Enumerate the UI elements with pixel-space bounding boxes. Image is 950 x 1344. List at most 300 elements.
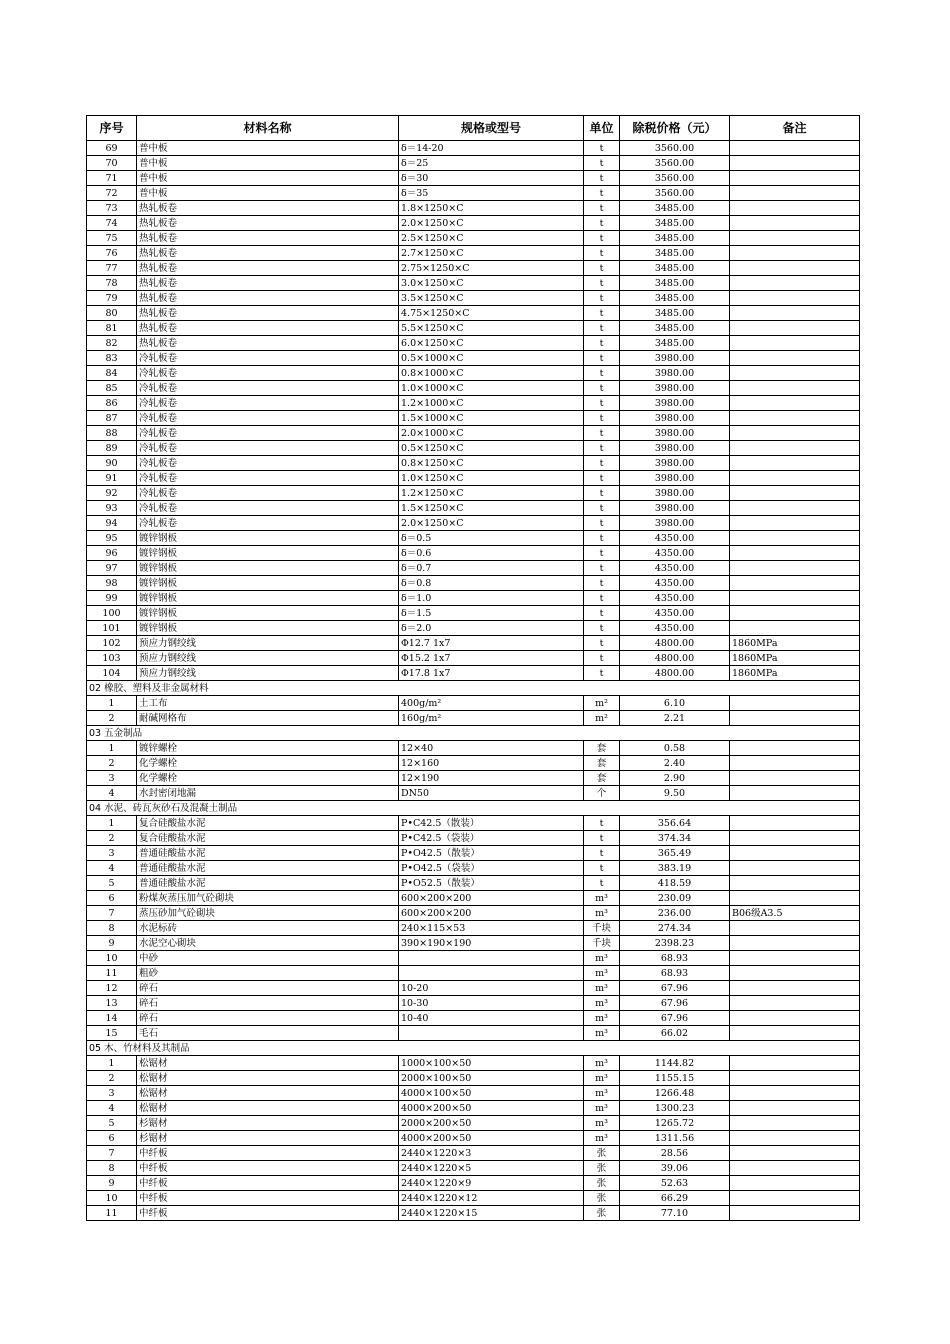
row-seq: 6 — [87, 891, 137, 906]
table-row — [87, 276, 860, 291]
row-unit: t — [584, 441, 620, 456]
row-spec: P•O42.5（散装） — [399, 846, 584, 861]
row-material-name: 中纤板 — [137, 1161, 399, 1176]
row-unit: t — [584, 141, 620, 156]
table-row — [87, 1026, 860, 1041]
row-unit: t — [584, 456, 620, 471]
row-price: 3980.00 — [620, 381, 730, 396]
row-material-name: 松锯材 — [137, 1071, 399, 1086]
section-title: 04 水泥、砖瓦灰砂石及混凝土制品 — [87, 801, 860, 816]
row-note — [730, 711, 860, 726]
row-note — [730, 306, 860, 321]
row-price: 0.58 — [620, 741, 730, 756]
row-material-name: 蒸压砂加气砼砌块 — [137, 906, 399, 921]
row-material-name: 普中板 — [137, 141, 399, 156]
row-note — [730, 216, 860, 231]
row-material-name: 中砂 — [137, 951, 399, 966]
row-unit: t — [584, 366, 620, 381]
header-material-name: 材料名称 — [137, 116, 399, 141]
table-row — [87, 411, 860, 426]
row-price: 9.50 — [620, 786, 730, 801]
row-seq: 14 — [87, 1011, 137, 1026]
row-spec: 10-20 — [399, 981, 584, 996]
row-unit: 张 — [584, 1191, 620, 1206]
row-price: 2.40 — [620, 756, 730, 771]
row-material-name: 冷轧板卷 — [137, 471, 399, 486]
row-spec: 600×200×200 — [399, 906, 584, 921]
row-material-name: 松锯材 — [137, 1056, 399, 1071]
row-spec: 6.0×1250×C — [399, 336, 584, 351]
row-material-name: 冷轧板卷 — [137, 396, 399, 411]
row-unit: t — [584, 306, 620, 321]
table-row — [87, 561, 860, 576]
row-material-name: 普中板 — [137, 156, 399, 171]
row-price: 66.29 — [620, 1191, 730, 1206]
row-price: 4350.00 — [620, 576, 730, 591]
row-note — [730, 876, 860, 891]
row-unit: t — [584, 876, 620, 891]
row-seq: 1 — [87, 816, 137, 831]
row-note: 1860MPa — [730, 636, 860, 651]
row-seq: 101 — [87, 621, 137, 636]
row-note — [730, 546, 860, 561]
row-unit: t — [584, 501, 620, 516]
table-row — [87, 366, 860, 381]
row-seq: 86 — [87, 396, 137, 411]
row-unit: m³ — [584, 1101, 620, 1116]
row-price: 418.59 — [620, 876, 730, 891]
row-note — [730, 441, 860, 456]
row-spec: 2.7×1250×C — [399, 246, 584, 261]
row-seq: 1 — [87, 1056, 137, 1071]
row-material-name: 热轧板卷 — [137, 216, 399, 231]
row-price: 374.34 — [620, 831, 730, 846]
row-price: 4350.00 — [620, 621, 730, 636]
row-unit: m³ — [584, 1011, 620, 1026]
row-note — [730, 426, 860, 441]
row-material-name: 中纤板 — [137, 1206, 399, 1221]
row-price: 28.56 — [620, 1146, 730, 1161]
row-seq: 1 — [87, 741, 137, 756]
row-note — [730, 756, 860, 771]
table-row — [87, 381, 860, 396]
row-spec: 1.2×1000×C — [399, 396, 584, 411]
table-row — [87, 966, 860, 981]
row-unit: t — [584, 636, 620, 651]
header-note: 备注 — [730, 116, 860, 141]
row-note — [730, 351, 860, 366]
table-row — [87, 636, 860, 651]
row-note: 1860MPa — [730, 666, 860, 681]
row-price: 3980.00 — [620, 426, 730, 441]
table-row — [87, 1056, 860, 1071]
row-spec: δ＝25 — [399, 156, 584, 171]
table-row — [87, 1101, 860, 1116]
row-seq: 15 — [87, 1026, 137, 1041]
table-row — [87, 1176, 860, 1191]
row-material-name: 粗砂 — [137, 966, 399, 981]
row-spec: 240×115×53 — [399, 921, 584, 936]
row-spec: 4000×100×50 — [399, 1086, 584, 1101]
row-spec: 3.5×1250×C — [399, 291, 584, 306]
row-seq: 2 — [87, 1071, 137, 1086]
row-material-name: 毛石 — [137, 1026, 399, 1041]
row-price: 3980.00 — [620, 366, 730, 381]
table-row — [87, 741, 860, 756]
row-note — [730, 336, 860, 351]
row-price: 3485.00 — [620, 231, 730, 246]
row-spec: P•O52.5（散装） — [399, 876, 584, 891]
row-price: 3560.00 — [620, 141, 730, 156]
row-note — [730, 1206, 860, 1221]
row-unit: m³ — [584, 996, 620, 1011]
row-seq: 102 — [87, 636, 137, 651]
row-spec: 12×40 — [399, 741, 584, 756]
row-spec: 2.5×1250×C — [399, 231, 584, 246]
row-price: 3980.00 — [620, 396, 730, 411]
row-price: 3560.00 — [620, 171, 730, 186]
row-seq: 3 — [87, 846, 137, 861]
row-spec: δ＝0.8 — [399, 576, 584, 591]
row-unit: t — [584, 321, 620, 336]
row-spec: 1000×100×50 — [399, 1056, 584, 1071]
row-spec: 4.75×1250×C — [399, 306, 584, 321]
row-price: 2.21 — [620, 711, 730, 726]
row-price: 1266.48 — [620, 1086, 730, 1101]
row-price: 52.63 — [620, 1176, 730, 1191]
table-row — [87, 531, 860, 546]
table-row — [87, 951, 860, 966]
row-material-name: 镀锌钢板 — [137, 531, 399, 546]
row-note — [730, 1176, 860, 1191]
row-price: 3980.00 — [620, 411, 730, 426]
row-spec: 0.5×1250×C — [399, 441, 584, 456]
row-seq: 95 — [87, 531, 137, 546]
row-seq: 2 — [87, 711, 137, 726]
row-unit: m³ — [584, 1131, 620, 1146]
row-note — [730, 156, 860, 171]
row-note — [730, 456, 860, 471]
row-spec: 0.8×1000×C — [399, 366, 584, 381]
table-row — [87, 516, 860, 531]
row-seq: 81 — [87, 321, 137, 336]
row-spec: 600×200×200 — [399, 891, 584, 906]
table-row — [87, 831, 860, 846]
table-row — [87, 216, 860, 231]
row-material-name: 松锯材 — [137, 1086, 399, 1101]
row-price: 2.90 — [620, 771, 730, 786]
row-note — [730, 291, 860, 306]
row-price: 2398.23 — [620, 936, 730, 951]
row-seq: 73 — [87, 201, 137, 216]
table-row — [87, 696, 860, 711]
header-unit: 单位 — [584, 116, 620, 141]
row-unit: t — [584, 156, 620, 171]
table-row — [87, 1206, 860, 1221]
row-note — [730, 396, 860, 411]
table-row — [87, 291, 860, 306]
row-material-name: 预应力钢绞线 — [137, 636, 399, 651]
row-note — [730, 1086, 860, 1101]
row-material-name: 冷轧板卷 — [137, 516, 399, 531]
row-seq: 98 — [87, 576, 137, 591]
price-table — [86, 115, 860, 1221]
header-row — [87, 116, 860, 141]
row-note — [730, 246, 860, 261]
row-material-name: 冷轧板卷 — [137, 441, 399, 456]
row-price: 1300.23 — [620, 1101, 730, 1116]
table-row — [87, 336, 860, 351]
row-unit: t — [584, 606, 620, 621]
row-material-name: 冷轧板卷 — [137, 456, 399, 471]
row-spec: 0.5×1000×C — [399, 351, 584, 366]
row-note — [730, 861, 860, 876]
row-spec: 1.2×1250×C — [399, 486, 584, 501]
row-material-name: 镀锌钢板 — [137, 546, 399, 561]
row-spec: δ＝35 — [399, 186, 584, 201]
row-unit: 张 — [584, 1146, 620, 1161]
row-price: 4350.00 — [620, 531, 730, 546]
row-material-name: 热轧板卷 — [137, 201, 399, 216]
table-row — [87, 471, 860, 486]
row-price: 4350.00 — [620, 606, 730, 621]
row-spec: 400g/m² — [399, 696, 584, 711]
row-seq: 78 — [87, 276, 137, 291]
row-spec: 2440×1220×3 — [399, 1146, 584, 1161]
table-row — [87, 171, 860, 186]
row-spec: 12×190 — [399, 771, 584, 786]
row-unit: t — [584, 621, 620, 636]
row-note — [730, 846, 860, 861]
row-note — [730, 231, 860, 246]
section-header — [87, 801, 860, 816]
row-spec: 1.5×1250×C — [399, 501, 584, 516]
table-row — [87, 201, 860, 216]
table-row — [87, 501, 860, 516]
row-seq: 9 — [87, 1176, 137, 1191]
header-price: 除税价格（元） — [620, 116, 730, 141]
row-spec: 2.0×1000×C — [399, 426, 584, 441]
row-unit: t — [584, 171, 620, 186]
table-row — [87, 1071, 860, 1086]
row-spec: 2000×200×50 — [399, 1116, 584, 1131]
table-row — [87, 396, 860, 411]
table-row — [87, 486, 860, 501]
row-spec: δ＝0.5 — [399, 531, 584, 546]
row-note — [730, 201, 860, 216]
row-seq: 80 — [87, 306, 137, 321]
row-material-name: 预应力钢绞线 — [137, 651, 399, 666]
row-material-name: 热轧板卷 — [137, 261, 399, 276]
table-row — [87, 1131, 860, 1146]
row-spec: 2.0×1250×C — [399, 216, 584, 231]
row-unit: m³ — [584, 1056, 620, 1071]
row-material-name: 镀锌钢板 — [137, 576, 399, 591]
table-row — [87, 891, 860, 906]
row-price: 3980.00 — [620, 351, 730, 366]
row-spec: 2440×1220×12 — [399, 1191, 584, 1206]
row-seq: 91 — [87, 471, 137, 486]
row-note — [730, 966, 860, 981]
row-unit: t — [584, 261, 620, 276]
row-material-name: 复合硅酸盐水泥 — [137, 831, 399, 846]
row-unit: 张 — [584, 1161, 620, 1176]
row-note — [730, 141, 860, 156]
row-price: 3485.00 — [620, 336, 730, 351]
row-price: 365.49 — [620, 846, 730, 861]
row-seq: 10 — [87, 1191, 137, 1206]
row-spec: 2440×1220×5 — [399, 1161, 584, 1176]
row-price: 3980.00 — [620, 501, 730, 516]
row-spec: δ＝0.7 — [399, 561, 584, 576]
row-unit: 套 — [584, 741, 620, 756]
row-material-name: 中纤板 — [137, 1191, 399, 1206]
row-note — [730, 1191, 860, 1206]
row-material-name: 冷轧板卷 — [137, 486, 399, 501]
row-price: 3485.00 — [620, 276, 730, 291]
section-header — [87, 681, 860, 696]
row-material-name: 耐碱网格布 — [137, 711, 399, 726]
row-material-name: 水封密闭地漏 — [137, 786, 399, 801]
row-note — [730, 1116, 860, 1131]
row-note — [730, 261, 860, 276]
row-seq: 8 — [87, 1161, 137, 1176]
row-spec: 2440×1220×15 — [399, 1206, 584, 1221]
row-seq: 94 — [87, 516, 137, 531]
row-spec: 160g/m² — [399, 711, 584, 726]
row-unit: t — [584, 546, 620, 561]
row-price: 67.96 — [620, 996, 730, 1011]
row-price: 4800.00 — [620, 636, 730, 651]
row-seq: 79 — [87, 291, 137, 306]
row-price: 3560.00 — [620, 186, 730, 201]
row-note — [730, 996, 860, 1011]
row-unit: t — [584, 426, 620, 441]
row-material-name: 镀锌钢板 — [137, 561, 399, 576]
row-price: 4350.00 — [620, 561, 730, 576]
row-note — [730, 1101, 860, 1116]
row-spec: 1.8×1250×C — [399, 201, 584, 216]
row-unit: t — [584, 471, 620, 486]
row-material-name: 杉锯材 — [137, 1116, 399, 1131]
row-spec: P•O42.5（袋装） — [399, 861, 584, 876]
row-seq: 76 — [87, 246, 137, 261]
row-unit: t — [584, 336, 620, 351]
row-spec: Φ17.8 1x7 — [399, 666, 584, 681]
row-price: 1265.72 — [620, 1116, 730, 1131]
row-unit: t — [584, 246, 620, 261]
section-title: 02 橡胶、塑料及非金属材料 — [87, 681, 860, 696]
table-row — [87, 1161, 860, 1176]
row-unit: t — [584, 816, 620, 831]
row-material-name: 杉锯材 — [137, 1131, 399, 1146]
row-spec: Φ15.2 1x7 — [399, 651, 584, 666]
row-price: 68.93 — [620, 951, 730, 966]
row-unit: 张 — [584, 1206, 620, 1221]
section-title: 05 木、竹材料及其制品 — [87, 1041, 860, 1056]
row-material-name: 冷轧板卷 — [137, 351, 399, 366]
row-price: 67.96 — [620, 1011, 730, 1026]
table-row — [87, 456, 860, 471]
header-seq: 序号 — [87, 116, 137, 141]
table-row — [87, 306, 860, 321]
row-seq: 96 — [87, 546, 137, 561]
row-seq: 5 — [87, 876, 137, 891]
row-material-name: 复合硅酸盐水泥 — [137, 816, 399, 831]
row-material-name: 冷轧板卷 — [137, 426, 399, 441]
table-row — [87, 936, 860, 951]
table-row — [87, 231, 860, 246]
table-row — [87, 651, 860, 666]
row-material-name: 冷轧板卷 — [137, 381, 399, 396]
row-seq: 75 — [87, 231, 137, 246]
row-seq: 93 — [87, 501, 137, 516]
row-seq: 92 — [87, 486, 137, 501]
row-note — [730, 771, 860, 786]
row-material-name: 镀锌螺栓 — [137, 741, 399, 756]
row-seq: 103 — [87, 651, 137, 666]
table-row — [87, 711, 860, 726]
row-unit: t — [584, 216, 620, 231]
row-spec: 2.75×1250×C — [399, 261, 584, 276]
row-material-name: 冷轧板卷 — [137, 411, 399, 426]
table-row — [87, 846, 860, 861]
table-row — [87, 771, 860, 786]
row-unit: t — [584, 396, 620, 411]
table-row — [87, 816, 860, 831]
table-row — [87, 246, 860, 261]
table-body — [87, 141, 860, 1221]
row-material-name: 普中板 — [137, 171, 399, 186]
row-price: 230.09 — [620, 891, 730, 906]
row-seq: 69 — [87, 141, 137, 156]
row-seq: 3 — [87, 771, 137, 786]
row-seq: 88 — [87, 426, 137, 441]
row-unit: 套 — [584, 771, 620, 786]
row-seq: 11 — [87, 1206, 137, 1221]
row-spec: δ＝1.5 — [399, 606, 584, 621]
row-material-name: 水泥标砖 — [137, 921, 399, 936]
row-seq: 71 — [87, 171, 137, 186]
row-material-name: 碎石 — [137, 1011, 399, 1026]
row-material-name: 水泥空心砌块 — [137, 936, 399, 951]
row-material-name: 预应力钢绞线 — [137, 666, 399, 681]
table-row — [87, 591, 860, 606]
row-material-name: 镀锌钢板 — [137, 591, 399, 606]
row-unit: t — [584, 516, 620, 531]
row-unit: m³ — [584, 1071, 620, 1086]
row-spec: 1.5×1000×C — [399, 411, 584, 426]
row-price: 67.96 — [620, 981, 730, 996]
row-material-name: 中纤板 — [137, 1176, 399, 1191]
section-header — [87, 726, 860, 741]
row-price: 3485.00 — [620, 216, 730, 231]
row-unit: t — [584, 561, 620, 576]
table-row — [87, 426, 860, 441]
row-note — [730, 936, 860, 951]
row-price: 4800.00 — [620, 651, 730, 666]
row-seq: 72 — [87, 186, 137, 201]
row-note — [730, 1071, 860, 1086]
table-row — [87, 1086, 860, 1101]
row-seq: 70 — [87, 156, 137, 171]
row-spec: δ＝30 — [399, 171, 584, 186]
row-unit: m³ — [584, 1086, 620, 1101]
row-seq: 84 — [87, 366, 137, 381]
row-material-name: 普通硅酸盐水泥 — [137, 861, 399, 876]
row-spec: δ＝2.0 — [399, 621, 584, 636]
row-material-name: 镀锌钢板 — [137, 621, 399, 636]
